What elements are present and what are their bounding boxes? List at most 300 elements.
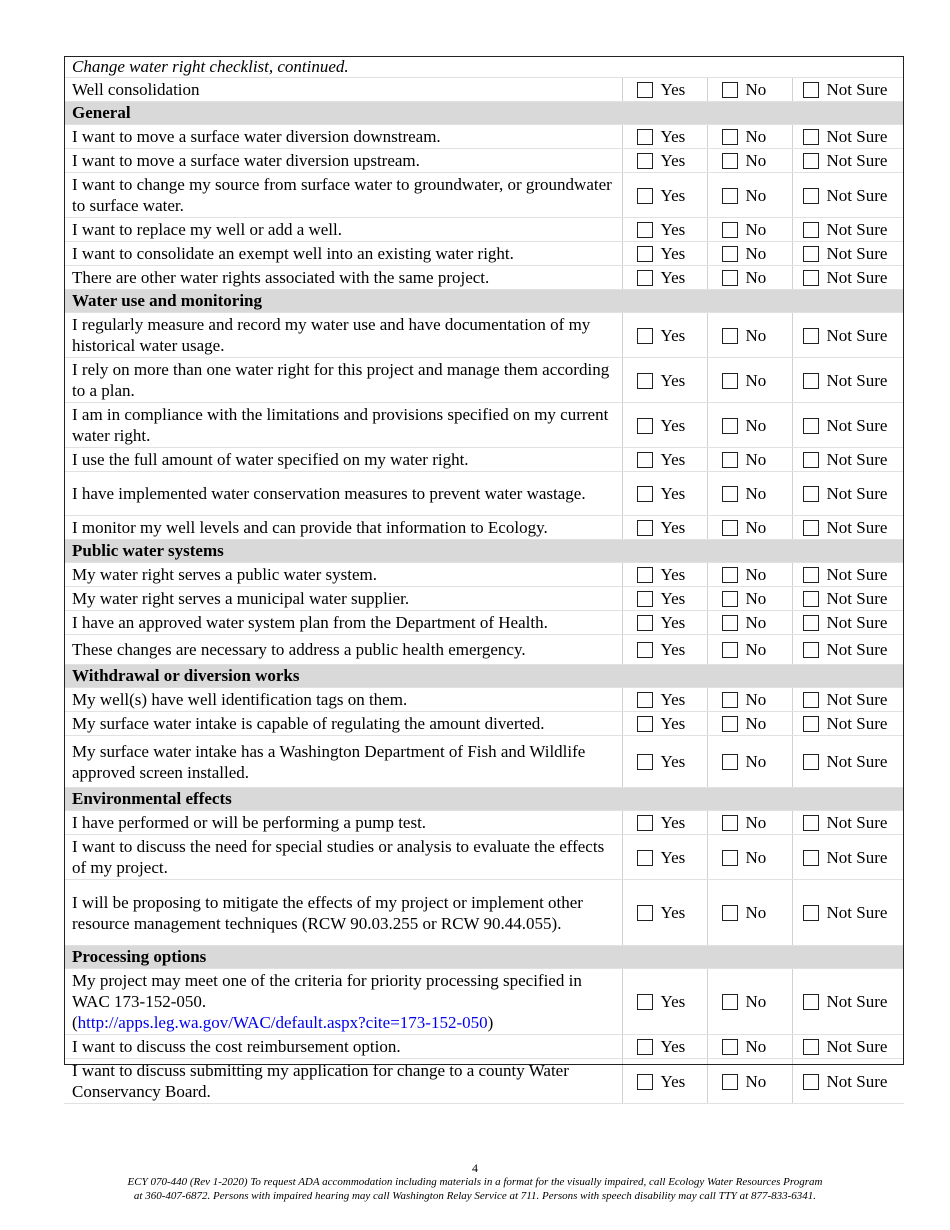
- section-5-header: [64, 946, 904, 969]
- no-checkbox[interactable]: [722, 520, 738, 536]
- no-option[interactable]: [707, 563, 792, 587]
- yes-label: Yes: [660, 1071, 686, 1091]
- not-sure-option[interactable]: [792, 1035, 904, 1059]
- not-sure-label: Not Sure: [826, 714, 888, 733]
- no-checkbox[interactable]: [722, 452, 738, 468]
- yes-checkbox[interactable]: [637, 246, 653, 262]
- yes-label: Yes: [660, 992, 686, 1011]
- no-checkbox[interactable]: [722, 246, 738, 262]
- yes-label: Yes: [660, 415, 686, 435]
- yes-option[interactable]: [622, 1059, 707, 1104]
- not-sure-label: Not Sure: [826, 185, 888, 205]
- question-label: I have performed or will be performing a pump test.: [72, 813, 427, 832]
- not-sure-checkbox[interactable]: [803, 591, 819, 607]
- not-sure-label: Not Sure: [826, 992, 888, 1011]
- question-text: [64, 712, 622, 736]
- no-checkbox[interactable]: [722, 642, 738, 658]
- no-option[interactable]: [707, 688, 792, 712]
- yes-option[interactable]: [622, 835, 707, 880]
- checklist-row: [64, 149, 904, 173]
- not-sure-label: Not Sure: [826, 370, 888, 390]
- not-sure-label: Not Sure: [826, 1037, 888, 1056]
- yes-checkbox[interactable]: [637, 153, 653, 169]
- no-label: No: [745, 565, 767, 584]
- no-option[interactable]: [707, 736, 792, 788]
- checklist-row: [64, 635, 904, 665]
- yes-option[interactable]: [622, 173, 707, 218]
- no-label: No: [745, 370, 767, 390]
- checklist-row: [64, 688, 904, 712]
- yes-option[interactable]: [622, 242, 707, 266]
- question-text: [64, 635, 622, 665]
- not-sure-checkbox[interactable]: [803, 994, 819, 1010]
- no-option[interactable]: [707, 969, 792, 1035]
- not-sure-checkbox[interactable]: [803, 452, 819, 468]
- no-option[interactable]: [707, 78, 792, 102]
- not-sure-checkbox[interactable]: [803, 188, 819, 204]
- yes-checkbox[interactable]: [637, 591, 653, 607]
- not-sure-checkbox[interactable]: [803, 246, 819, 262]
- yes-option[interactable]: [622, 403, 707, 448]
- question-label: I monitor my well levels and can provide that information to Ecology.: [72, 518, 548, 537]
- yes-checkbox[interactable]: [637, 373, 653, 389]
- section-title: Water use and monitoring: [64, 290, 904, 313]
- yes-label: Yes: [660, 127, 686, 146]
- not-sure-label: Not Sure: [826, 813, 888, 832]
- checklist-row: [64, 242, 904, 266]
- yes-label: Yes: [660, 80, 686, 99]
- not-sure-checkbox[interactable]: [803, 129, 819, 145]
- no-label: No: [745, 415, 767, 435]
- question-text: [64, 563, 622, 587]
- not-sure-label: Not Sure: [826, 127, 888, 146]
- checklist-row: [64, 611, 904, 635]
- yes-label: Yes: [660, 370, 686, 390]
- question-label: My water right serves a public water system.: [72, 565, 377, 584]
- not-sure-option[interactable]: [792, 563, 904, 587]
- yes-option[interactable]: [622, 563, 707, 587]
- no-checkbox[interactable]: [722, 222, 738, 238]
- not-sure-checkbox[interactable]: [803, 642, 819, 658]
- not-sure-option[interactable]: [792, 218, 904, 242]
- yes-option[interactable]: [622, 125, 707, 149]
- not-sure-checkbox[interactable]: [803, 850, 819, 866]
- no-option[interactable]: [707, 125, 792, 149]
- no-option[interactable]: [707, 835, 792, 880]
- question-text: [64, 78, 622, 102]
- checklist-row: [64, 1059, 904, 1104]
- question-label: I want to replace my well or add a well.: [72, 220, 343, 239]
- not-sure-option[interactable]: [792, 1059, 904, 1104]
- not-sure-label: Not Sure: [826, 450, 888, 469]
- not-sure-label: Not Sure: [826, 613, 888, 632]
- yes-option[interactable]: [622, 736, 707, 788]
- not-sure-option[interactable]: [792, 266, 904, 290]
- section-title: Processing options: [64, 946, 904, 969]
- yes-option[interactable]: [622, 635, 707, 665]
- no-checkbox[interactable]: [722, 1039, 738, 1055]
- no-option[interactable]: [707, 1035, 792, 1059]
- no-label: No: [745, 813, 767, 832]
- checklist-row: [64, 880, 904, 946]
- not-sure-option[interactable]: [792, 736, 904, 788]
- question-text: [64, 149, 622, 173]
- no-label: No: [745, 1071, 767, 1091]
- no-checkbox[interactable]: [722, 82, 738, 98]
- no-checkbox[interactable]: [722, 188, 738, 204]
- section-2-header: [64, 540, 904, 563]
- question-text: [64, 587, 622, 611]
- question-label: My surface water intake is capable of regulating the amount diverted.: [72, 714, 545, 733]
- not-sure-option[interactable]: [792, 688, 904, 712]
- yes-option[interactable]: [622, 811, 707, 835]
- no-label: No: [745, 325, 767, 345]
- not-sure-label: Not Sure: [826, 244, 888, 263]
- yes-checkbox[interactable]: [637, 994, 653, 1010]
- no-option[interactable]: [707, 880, 792, 946]
- question-label: I want to move a surface water diversion downstream.: [72, 127, 441, 146]
- no-checkbox[interactable]: [722, 615, 738, 631]
- not-sure-checkbox[interactable]: [803, 815, 819, 831]
- not-sure-checkbox[interactable]: [803, 1074, 819, 1090]
- question-label: I rely on more than one water right for this project and manage them according to a plan.: [72, 360, 610, 400]
- no-option[interactable]: [707, 173, 792, 218]
- yes-checkbox[interactable]: [637, 815, 653, 831]
- no-label: No: [745, 220, 767, 239]
- yes-label: Yes: [660, 589, 686, 608]
- no-label: No: [745, 185, 767, 205]
- not-sure-checkbox[interactable]: [803, 373, 819, 389]
- no-checkbox[interactable]: [722, 1074, 738, 1090]
- no-option[interactable]: [707, 712, 792, 736]
- not-sure-checkbox[interactable]: [803, 716, 819, 732]
- not-sure-option[interactable]: [792, 880, 904, 946]
- section-title: Public water systems: [64, 540, 904, 563]
- not-sure-option[interactable]: [792, 358, 904, 403]
- not-sure-checkbox[interactable]: [803, 270, 819, 286]
- yes-checkbox[interactable]: [637, 328, 653, 344]
- no-option[interactable]: [707, 266, 792, 290]
- yes-option[interactable]: [622, 969, 707, 1035]
- not-sure-option[interactable]: [792, 811, 904, 835]
- question-text: [64, 811, 622, 835]
- section-3-header: [64, 665, 904, 688]
- question-label: My project may meet one of the criteria for priority processing specified in WAC 173-152-050.: [72, 971, 582, 1011]
- yes-option[interactable]: [622, 218, 707, 242]
- no-option[interactable]: [707, 242, 792, 266]
- not-sure-label: Not Sure: [826, 1071, 888, 1091]
- checklist-row: [64, 587, 904, 611]
- question-text: [64, 736, 622, 788]
- checklist-row: [64, 173, 904, 218]
- not-sure-option[interactable]: [792, 403, 904, 448]
- not-sure-option[interactable]: [792, 313, 904, 358]
- not-sure-option[interactable]: [792, 635, 904, 665]
- no-option[interactable]: [707, 472, 792, 516]
- not-sure-label: Not Sure: [826, 268, 888, 287]
- yes-checkbox[interactable]: [637, 520, 653, 536]
- question-label: My water right serves a municipal water supplier.: [72, 589, 410, 608]
- yes-option[interactable]: [622, 1035, 707, 1059]
- no-checkbox[interactable]: [722, 754, 738, 770]
- checklist-row: [64, 1035, 904, 1059]
- question-label: Well consolidation: [72, 80, 200, 99]
- no-label: No: [745, 244, 767, 263]
- yes-checkbox[interactable]: [637, 692, 653, 708]
- no-checkbox[interactable]: [722, 716, 738, 732]
- no-label: No: [745, 268, 767, 287]
- not-sure-checkbox[interactable]: [803, 1039, 819, 1055]
- question-label: I regularly measure and record my water use and have documentation of my historical water usage.: [72, 315, 591, 355]
- no-option[interactable]: [707, 611, 792, 635]
- yes-checkbox[interactable]: [637, 270, 653, 286]
- no-checkbox[interactable]: [722, 815, 738, 831]
- no-label: No: [745, 589, 767, 608]
- no-checkbox[interactable]: [722, 418, 738, 434]
- yes-label: Yes: [660, 714, 686, 733]
- yes-checkbox[interactable]: [637, 486, 653, 502]
- checklist-row: [64, 736, 904, 788]
- wac-link[interactable]: http://apps.leg.wa.gov/WAC/default.aspx?cite=173-152-050: [77, 1013, 488, 1032]
- checklist-row: [64, 811, 904, 835]
- checklist-row: [64, 218, 904, 242]
- no-option[interactable]: [707, 149, 792, 173]
- yes-label: Yes: [660, 565, 686, 584]
- no-option[interactable]: [707, 516, 792, 540]
- yes-label: Yes: [660, 813, 686, 832]
- not-sure-checkbox[interactable]: [803, 905, 819, 921]
- checklist-row: [64, 516, 904, 540]
- yes-checkbox[interactable]: [637, 452, 653, 468]
- not-sure-checkbox[interactable]: [803, 82, 819, 98]
- yes-checkbox[interactable]: [637, 1039, 653, 1055]
- continued-row: [64, 56, 904, 78]
- no-label: No: [745, 80, 767, 99]
- not-sure-option[interactable]: [792, 149, 904, 173]
- yes-option[interactable]: [622, 149, 707, 173]
- yes-label: Yes: [660, 847, 686, 867]
- no-checkbox[interactable]: [722, 591, 738, 607]
- question-text: [64, 125, 622, 149]
- no-option[interactable]: [707, 635, 792, 665]
- footer-line-2: at 360-407-6872. Persons with impaired hearing may call Washington Relay Service at 711. Persons with speech disability may call TTY at 877-833-6341.: [133, 1190, 817, 1202]
- yes-label: Yes: [660, 1037, 686, 1056]
- no-label: No: [745, 640, 767, 659]
- not-sure-checkbox[interactable]: [803, 615, 819, 631]
- yes-option[interactable]: [622, 266, 707, 290]
- question-label: My well(s) have well identification tags on them.: [72, 690, 408, 709]
- no-option[interactable]: [707, 811, 792, 835]
- not-sure-option[interactable]: [792, 835, 904, 880]
- yes-option[interactable]: [622, 611, 707, 635]
- not-sure-option[interactable]: [792, 472, 904, 516]
- not-sure-checkbox[interactable]: [803, 520, 819, 536]
- not-sure-option[interactable]: [792, 587, 904, 611]
- section-4-header: [64, 788, 904, 811]
- no-label: No: [745, 127, 767, 146]
- footer: [40, 1175, 910, 1203]
- section-title: General: [64, 102, 904, 125]
- yes-checkbox[interactable]: [637, 716, 653, 732]
- yes-checkbox[interactable]: [637, 615, 653, 631]
- no-checkbox[interactable]: [722, 567, 738, 583]
- not-sure-label: Not Sure: [826, 752, 888, 771]
- no-option[interactable]: [707, 1059, 792, 1104]
- yes-label: Yes: [660, 518, 686, 537]
- not-sure-checkbox[interactable]: [803, 222, 819, 238]
- checklist-row: [64, 313, 904, 358]
- no-label: No: [745, 450, 767, 469]
- not-sure-option[interactable]: [792, 173, 904, 218]
- question-label: I use the full amount of water specified on my water right.: [72, 450, 469, 469]
- no-option[interactable]: [707, 403, 792, 448]
- no-option[interactable]: [707, 448, 792, 472]
- no-label: No: [745, 903, 767, 922]
- yes-checkbox[interactable]: [637, 567, 653, 583]
- yes-option[interactable]: [622, 688, 707, 712]
- no-option[interactable]: [707, 313, 792, 358]
- question-text: [64, 688, 622, 712]
- checklist-row: [64, 969, 904, 1035]
- question-label: I have implemented water conservation measures to prevent water wastage.: [72, 484, 586, 503]
- no-option[interactable]: [707, 218, 792, 242]
- yes-label: Yes: [660, 613, 686, 632]
- no-label: No: [745, 484, 767, 503]
- yes-label: Yes: [660, 450, 686, 469]
- not-sure-checkbox[interactable]: [803, 692, 819, 708]
- yes-option[interactable]: [622, 712, 707, 736]
- question-text: [64, 516, 622, 540]
- not-sure-option[interactable]: [792, 78, 904, 102]
- yes-label: Yes: [660, 640, 686, 659]
- question-label: There are other water rights associated with the same project.: [72, 268, 490, 287]
- yes-option[interactable]: [622, 516, 707, 540]
- no-label: No: [745, 151, 767, 170]
- not-sure-label: Not Sure: [826, 589, 888, 608]
- not-sure-checkbox[interactable]: [803, 153, 819, 169]
- not-sure-checkbox[interactable]: [803, 418, 819, 434]
- question-label: I want to discuss the cost reimbursement option.: [72, 1037, 401, 1056]
- yes-option[interactable]: [622, 587, 707, 611]
- no-option[interactable]: [707, 587, 792, 611]
- no-checkbox[interactable]: [722, 153, 738, 169]
- no-label: No: [745, 752, 767, 771]
- yes-label: Yes: [660, 484, 686, 503]
- not-sure-checkbox[interactable]: [803, 754, 819, 770]
- not-sure-option[interactable]: [792, 448, 904, 472]
- section-0-header: [64, 102, 904, 125]
- question-label: I want to discuss the need for special studies or analysis to evaluate the effects of my project.: [72, 837, 605, 877]
- yes-option[interactable]: [622, 448, 707, 472]
- not-sure-label: Not Sure: [826, 518, 888, 537]
- continued-title: Change water right checklist, continued.: [64, 56, 904, 78]
- yes-checkbox[interactable]: [637, 754, 653, 770]
- question-text: [64, 313, 622, 358]
- no-checkbox[interactable]: [722, 850, 738, 866]
- not-sure-option[interactable]: [792, 125, 904, 149]
- page-number: 4: [472, 1161, 478, 1175]
- checklist-row: [64, 448, 904, 472]
- yes-checkbox[interactable]: [637, 850, 653, 866]
- question-label: My surface water intake has a Washington Department of Fish and Wildlife approved screen installed.: [72, 741, 586, 782]
- not-sure-option[interactable]: [792, 242, 904, 266]
- checklist-row: [64, 358, 904, 403]
- no-label: No: [745, 1037, 767, 1056]
- yes-checkbox[interactable]: [637, 82, 653, 98]
- checklist-row: [64, 563, 904, 587]
- no-checkbox[interactable]: [722, 328, 738, 344]
- question-label: I want to discuss submitting my application for change to a county Water Conservancy Board.: [72, 1061, 569, 1101]
- question-text: [64, 173, 622, 218]
- question-label: I have an approved water system plan from the Department of Health.: [72, 613, 548, 632]
- question-label: I will be proposing to mitigate the effects of my project or implement other resource management techniques (RCW 90.03.255 or RCW 90.44.055).: [72, 892, 583, 933]
- not-sure-label: Not Sure: [826, 220, 888, 239]
- not-sure-label: Not Sure: [826, 151, 888, 170]
- no-label: No: [745, 847, 767, 867]
- no-checkbox[interactable]: [722, 994, 738, 1010]
- yes-label: Yes: [660, 903, 686, 922]
- not-sure-label: Not Sure: [826, 640, 888, 659]
- yes-option[interactable]: [622, 880, 707, 946]
- question-text: [64, 1059, 622, 1104]
- section-title: Withdrawal or diversion works: [64, 665, 904, 688]
- not-sure-checkbox[interactable]: [803, 328, 819, 344]
- yes-option[interactable]: [622, 472, 707, 516]
- checklist-row: [64, 403, 904, 448]
- not-sure-label: Not Sure: [826, 565, 888, 584]
- yes-checkbox[interactable]: [637, 905, 653, 921]
- not-sure-checkbox[interactable]: [803, 486, 819, 502]
- question-text: [64, 472, 622, 516]
- question-label: I want to move a surface water diversion upstream.: [72, 151, 420, 170]
- question-text: [64, 835, 622, 880]
- yes-option[interactable]: [622, 313, 707, 358]
- yes-checkbox[interactable]: [637, 188, 653, 204]
- yes-checkbox[interactable]: [637, 642, 653, 658]
- yes-label: Yes: [660, 220, 686, 239]
- not-sure-option[interactable]: [792, 712, 904, 736]
- no-checkbox[interactable]: [722, 692, 738, 708]
- no-option[interactable]: [707, 358, 792, 403]
- yes-checkbox[interactable]: [637, 1074, 653, 1090]
- no-label: No: [745, 714, 767, 733]
- yes-checkbox[interactable]: [637, 222, 653, 238]
- not-sure-label: Not Sure: [826, 484, 888, 503]
- question-text: [64, 448, 622, 472]
- no-checkbox[interactable]: [722, 905, 738, 921]
- checklist-row: [64, 472, 904, 516]
- checklist-row: [64, 266, 904, 290]
- question-text: My project may meet one of the criteria for priority processing specified in WAC 173-152-050. (http://apps.leg.wa.gov/WAC/default.aspx?cite=173-152-050): [64, 969, 622, 1035]
- yes-option[interactable]: [622, 78, 707, 102]
- no-label: No: [745, 992, 767, 1011]
- yes-option[interactable]: [622, 358, 707, 403]
- not-sure-label: Not Sure: [826, 903, 888, 922]
- not-sure-option[interactable]: [792, 516, 904, 540]
- no-checkbox[interactable]: [722, 373, 738, 389]
- question-text: [64, 358, 622, 403]
- question-text: [64, 242, 622, 266]
- not-sure-option[interactable]: [792, 969, 904, 1035]
- no-checkbox[interactable]: [722, 129, 738, 145]
- no-checkbox[interactable]: [722, 270, 738, 286]
- no-checkbox[interactable]: [722, 486, 738, 502]
- not-sure-checkbox[interactable]: [803, 567, 819, 583]
- yes-checkbox[interactable]: [637, 129, 653, 145]
- question-text: [64, 403, 622, 448]
- not-sure-option[interactable]: [792, 611, 904, 635]
- yes-checkbox[interactable]: [637, 418, 653, 434]
